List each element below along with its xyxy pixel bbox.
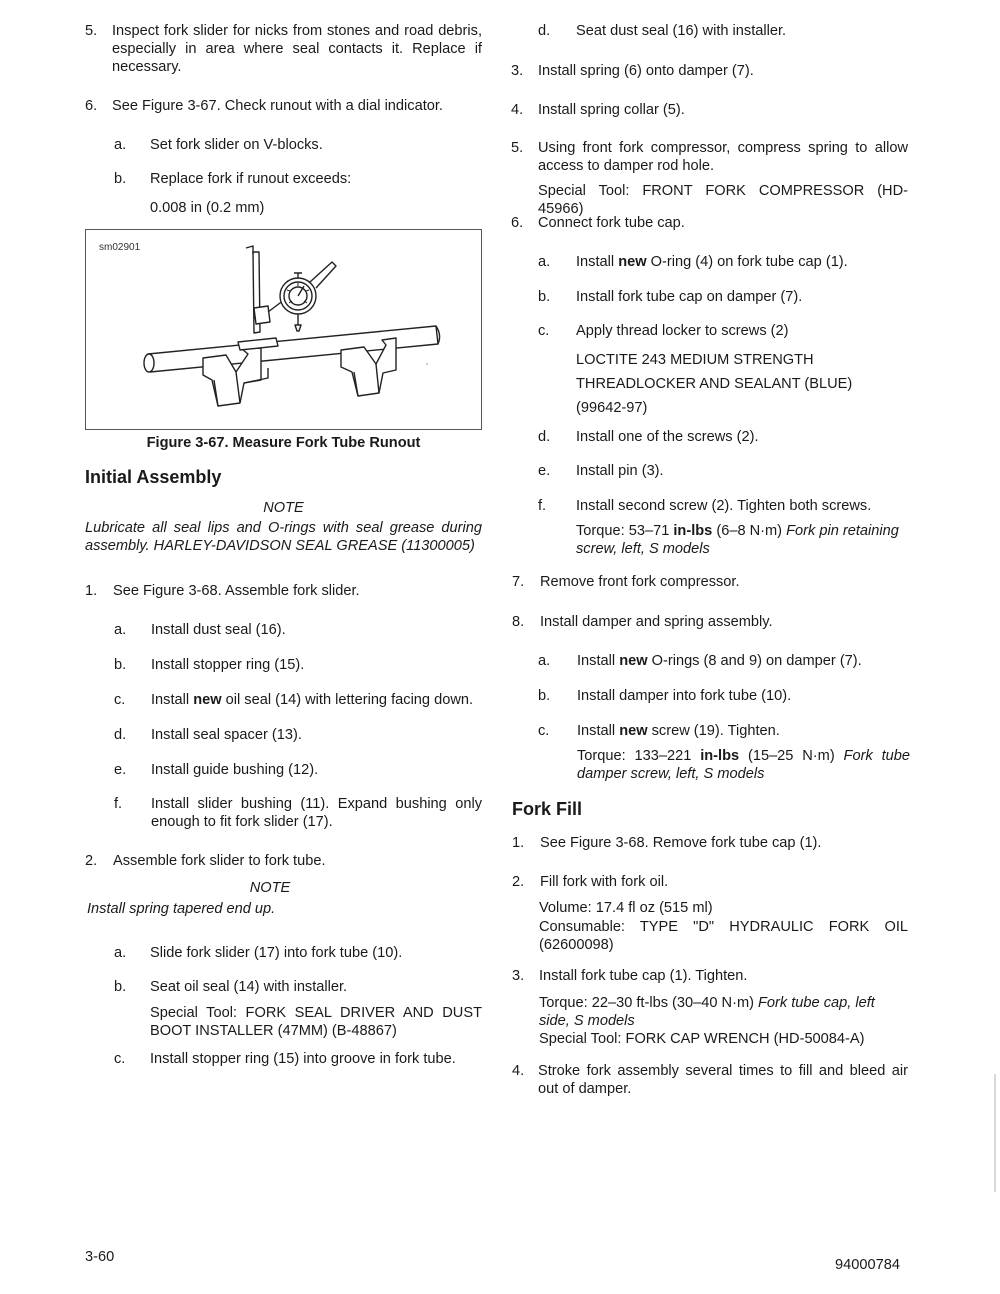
- step-text: Install fork tube cap (1). Tighten.: [539, 968, 748, 984]
- step-number: 5.: [85, 23, 98, 39]
- substep-text: Install new O-rings (8 and 9) on damper (7).: [577, 653, 862, 669]
- substep-text: Install seal spacer (13).: [151, 727, 302, 743]
- substep-letter: b.: [114, 657, 127, 673]
- step-text: Assemble fork slider to fork tube.: [113, 853, 326, 869]
- margin-tab-mark: [994, 1074, 996, 1192]
- step-text: Stroke fork assembly several times to fill and bleed air out of damper.: [538, 1063, 908, 1097]
- substep-text: Set fork slider on V-blocks.: [150, 137, 323, 153]
- substep-text: Install new screw (19). Tighten.: [577, 723, 780, 739]
- special-tool: Special Tool: FORK CAP WRENCH (HD-50084-A): [539, 1031, 865, 1047]
- substep-text: Install stopper ring (15).: [151, 657, 305, 673]
- loctite-line: LOCTITE 243 MEDIUM STRENGTH: [576, 352, 814, 368]
- step-number: 3.: [511, 63, 524, 79]
- substep-text: Install one of the screws (2).: [576, 429, 759, 445]
- substep-text: Install new oil seal (14) with lettering facing down.: [151, 692, 474, 708]
- loctite-line: (99642-97): [576, 400, 648, 416]
- substep-letter: e.: [114, 762, 127, 778]
- step-number: 1.: [85, 583, 98, 599]
- substep-text: Install new O-ring (4) on fork tube cap (1).: [576, 254, 848, 270]
- substep-letter: b.: [114, 171, 127, 187]
- figure-caption: Figure 3-67. Measure Fork Tube Runout: [146, 435, 421, 451]
- substep-letter: a.: [114, 622, 127, 638]
- substep-text: Install guide bushing (12).: [151, 762, 319, 778]
- document-number: 94000784: [835, 1257, 900, 1273]
- step-number: 6.: [511, 215, 524, 231]
- step-text: Fill fork with fork oil.: [540, 874, 669, 890]
- substep-text: Install pin (3).: [576, 463, 664, 479]
- figure-3-67: [85, 229, 482, 430]
- volume-spec: Volume: 17.4 fl oz (515 ml): [539, 900, 713, 916]
- substep-letter: d.: [114, 727, 127, 743]
- note-text: Install spring tapered end up.: [87, 901, 276, 917]
- substep-letter: a.: [538, 254, 551, 270]
- substep-text: Seat dust seal (16) with installer.: [576, 23, 787, 39]
- step-number: 3.: [512, 968, 525, 984]
- substep-letter: c.: [538, 323, 550, 339]
- substep-letter: a.: [538, 653, 551, 669]
- torque-spec: Torque: 133–221 in-lbs (15–25 N·m) Fork tube damper screw, left, S models: [577, 748, 910, 782]
- substep-letter: c.: [114, 692, 126, 708]
- loctite-line: THREADLOCKER AND SEALANT (BLUE): [576, 376, 853, 392]
- runout-spec: 0.008 in (0.2 mm): [150, 200, 265, 216]
- substep-letter: f.: [538, 498, 547, 514]
- step-text: Inspect fork slider for nicks from stones and road debris, especially in area where seal contacts it. Replace if necessary.: [112, 23, 482, 75]
- substep-letter: b.: [538, 688, 551, 704]
- note-text: Lubricate all seal lips and O-rings with seal grease during assembly. HARLEY-DAVIDSON SEAL GREASE (11300005): [85, 520, 482, 554]
- substep-text: Slide fork slider (17) into fork tube (10).: [150, 945, 403, 961]
- step-text: Install damper and spring assembly.: [540, 614, 773, 630]
- note-heading: NOTE: [249, 880, 291, 896]
- step-number: 4.: [511, 102, 524, 118]
- substep-letter: f.: [114, 796, 123, 812]
- step-text: See Figure 3-68. Remove fork tube cap (1).: [540, 835, 822, 851]
- special-tool: Special Tool: FRONT FORK COMPRESSOR (HD-45966): [538, 183, 908, 217]
- step-number: 1.: [512, 835, 525, 851]
- substep-text: Install second screw (2). Tighten both screws.: [576, 498, 872, 514]
- step-number: 7.: [512, 574, 525, 590]
- page-number: 3-60: [85, 1249, 115, 1265]
- step-text: Remove front fork compressor.: [540, 574, 740, 590]
- substep-letter: c.: [114, 1051, 126, 1067]
- step-number: 6.: [85, 98, 98, 114]
- step-number: 5.: [511, 140, 524, 156]
- step-number: 4.: [512, 1063, 525, 1079]
- substep-letter: c.: [538, 723, 550, 739]
- torque-spec: Torque: 53–71 in-lbs (6–8 N·m) Fork pin retaining screw, left, S models: [576, 523, 899, 557]
- substep-letter: d.: [538, 23, 551, 39]
- step-text: Using front fork compressor, compress spring to allow access to damper rod hole.: [538, 140, 908, 174]
- fork-runout-illustration: [86, 230, 483, 431]
- substep-text: Install damper into fork tube (10).: [577, 688, 792, 704]
- step-text: See Figure 3-68. Assemble fork slider.: [113, 583, 360, 599]
- substep-letter: b.: [538, 289, 551, 305]
- step-text: Connect fork tube cap.: [538, 215, 685, 231]
- step-number: 8.: [512, 614, 525, 630]
- substep-text: Seat oil seal (14) with installer.: [150, 979, 348, 995]
- substep-text: Install slider bushing (11). Expand bushing only enough to fit fork slider (17).: [151, 796, 482, 830]
- section-title-initial-assembly: Initial Assembly: [85, 467, 222, 487]
- substep-text: Replace fork if runout exceeds:: [150, 171, 352, 187]
- figure-id: sm02901: [99, 242, 141, 253]
- consumable-spec: Consumable: TYPE "D" HYDRAULIC FORK OIL (62600098): [539, 919, 908, 953]
- note-heading: NOTE: [263, 500, 304, 516]
- step-number: 2.: [85, 853, 98, 869]
- step-text: Install spring collar (5).: [538, 102, 685, 118]
- torque-spec: Torque: 22–30 ft-lbs (30–40 N·m) Fork tube cap, left side, S models: [539, 995, 875, 1029]
- step-number: 2.: [512, 874, 525, 890]
- section-title-fork-fill: Fork Fill: [512, 799, 583, 819]
- substep-letter: a.: [114, 945, 127, 961]
- substep-text: Install fork tube cap on damper (7).: [576, 289, 803, 305]
- substep-letter: b.: [114, 979, 127, 995]
- substep-letter: d.: [538, 429, 551, 445]
- special-tool: Special Tool: FORK SEAL DRIVER AND DUST BOOT INSTALLER (47MM) (B-48867): [150, 1005, 482, 1039]
- step-text: See Figure 3-67. Check runout with a dial indicator.: [112, 98, 443, 114]
- substep-text: Apply thread locker to screws (2): [576, 323, 789, 339]
- substep-text: Install dust seal (16).: [151, 622, 286, 638]
- substep-letter: e.: [538, 463, 551, 479]
- substep-letter: a.: [114, 137, 127, 153]
- step-text: Install spring (6) onto damper (7).: [538, 63, 754, 79]
- substep-text: Install stopper ring (15) into groove in fork tube.: [150, 1051, 456, 1067]
